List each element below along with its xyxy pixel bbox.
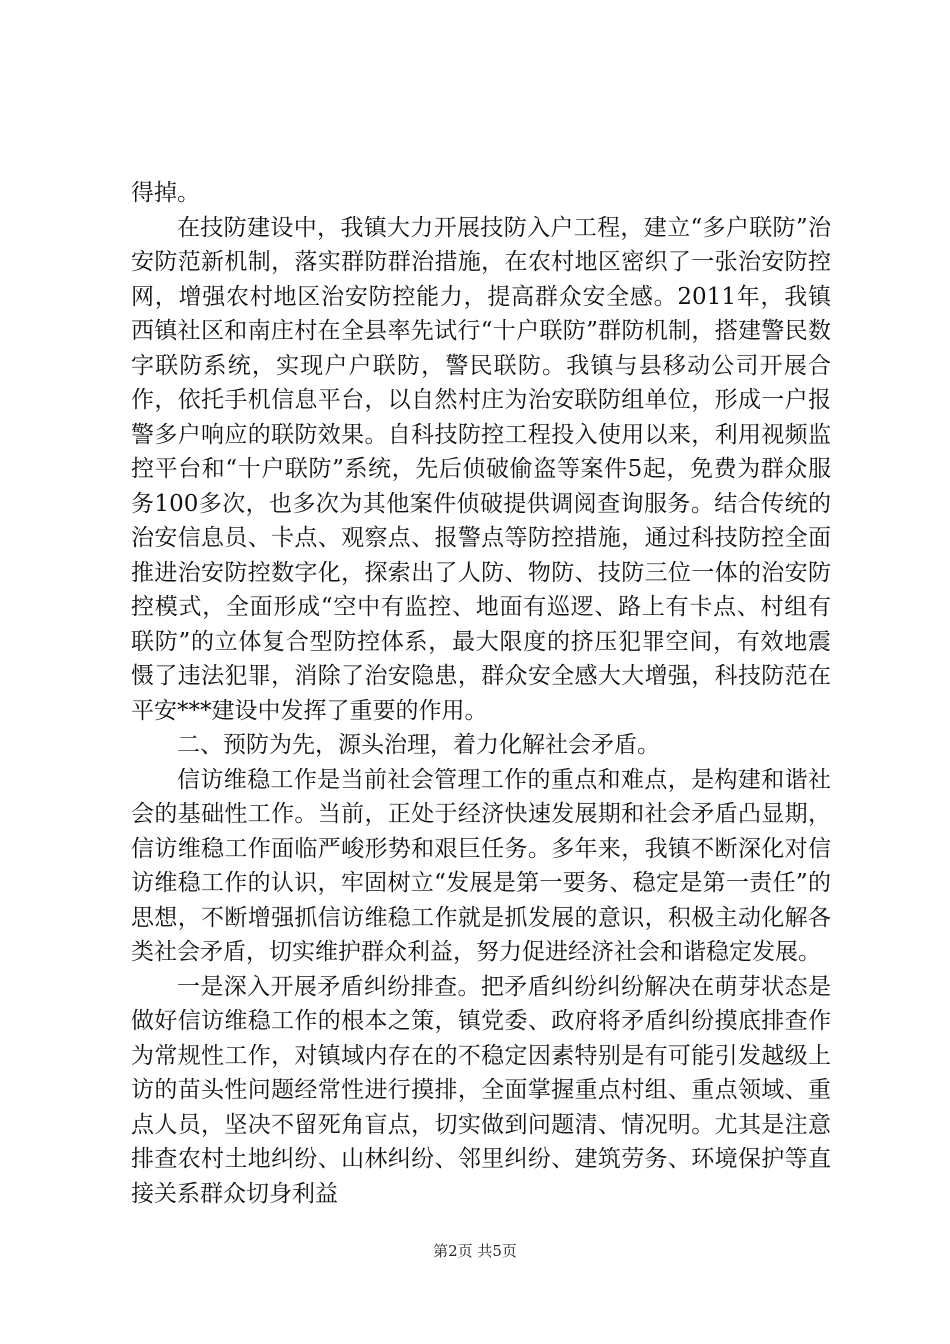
paragraph-dispute-screening: 一是深入开展矛盾纠纷排查。把矛盾纠纷纠纷解决在萌芽状态是做好信访维稳工作的根本之策，镇党委、政府将矛盾纠纷摸底排查作为常规性工作，对镇域内存在的不稳定因素特别是有可能引发越级上访的苗头性问题经常性进行摸排，全面掌握重点村组、重点领域、重点人员，坚决不留死角盲点，切实做到问题清、情况明。尤其是注意排查农村土地纠纷、山林纠纷、邻里纠纷、建筑劳务、环境保护等直接关系群众切身利益 <box>131 973 831 1207</box>
section-heading-prevention: 二、预防为先，源头治理，着力化解社会矛盾。 <box>177 732 660 758</box>
page-footer: 第2页 共5页 <box>433 1242 517 1260</box>
paragraph-continuation: 得掉。 <box>131 180 200 206</box>
paragraph-petition-stability: 信访维稳工作是当前社会管理工作的重点和难点，是构建和谐社会的基础性工作。当前，正处于经济快速发展期和社会矛盾凸显期，信访维稳工作面临严峻形势和艰巨任务。多年来，我镇不断深化对信访维稳工作的认识，牢固树立“发展是第一要务、稳定是第一责任”的思想，不断增强抓信访维稳工作就是抓发展的意识，积极主动化解各类社会矛盾，切实维护群众利益，努力促进经济社会和谐稳定发展。 <box>131 766 831 965</box>
document-body <box>131 176 831 1211</box>
paragraph-tech-defense: 在技防建设中，我镇大力开展技防入户工程，建立“多户联防”治安防范新机制，落实群防群治措施，在农村地区密织了一张治安防控网，增强农村地区治安防控能力，提高群众安全感。2011年，我镇西镇社区和南庄村在全县率先试行“十户联防”群防机制，搭建警民数字联防系统，实现户户联防，警民联防。我镇与县移动公司开展合作，依托手机信息平台，以自然村庄为治安联防组单位，形成一户报警多户响应的联防效果。自科技防控工程投入使用以来，利用视频监控平台和“十户联防”系统，先后侦破偷盗等案件5起，免费为群众服务100多次，也多次为其他案件侦破提供调阅查询服务。结合传统的治安信息员、卡点、观察点、报警点等防控措施，通过科技防控全面推进治安防控数字化，探索出了人防、物防、技防三位一体的治安防控模式，全面形成“空中有监控、地面有巡逻、路上有卡点、村组有联防”的立体复合型防控体系，最大限度的挤压犯罪空间，有效地震慑了违法犯罪，消除了治安隐患，群众安全感大大增强，科技防范在平安***建设中发挥了重要的作用。 <box>131 214 831 724</box>
